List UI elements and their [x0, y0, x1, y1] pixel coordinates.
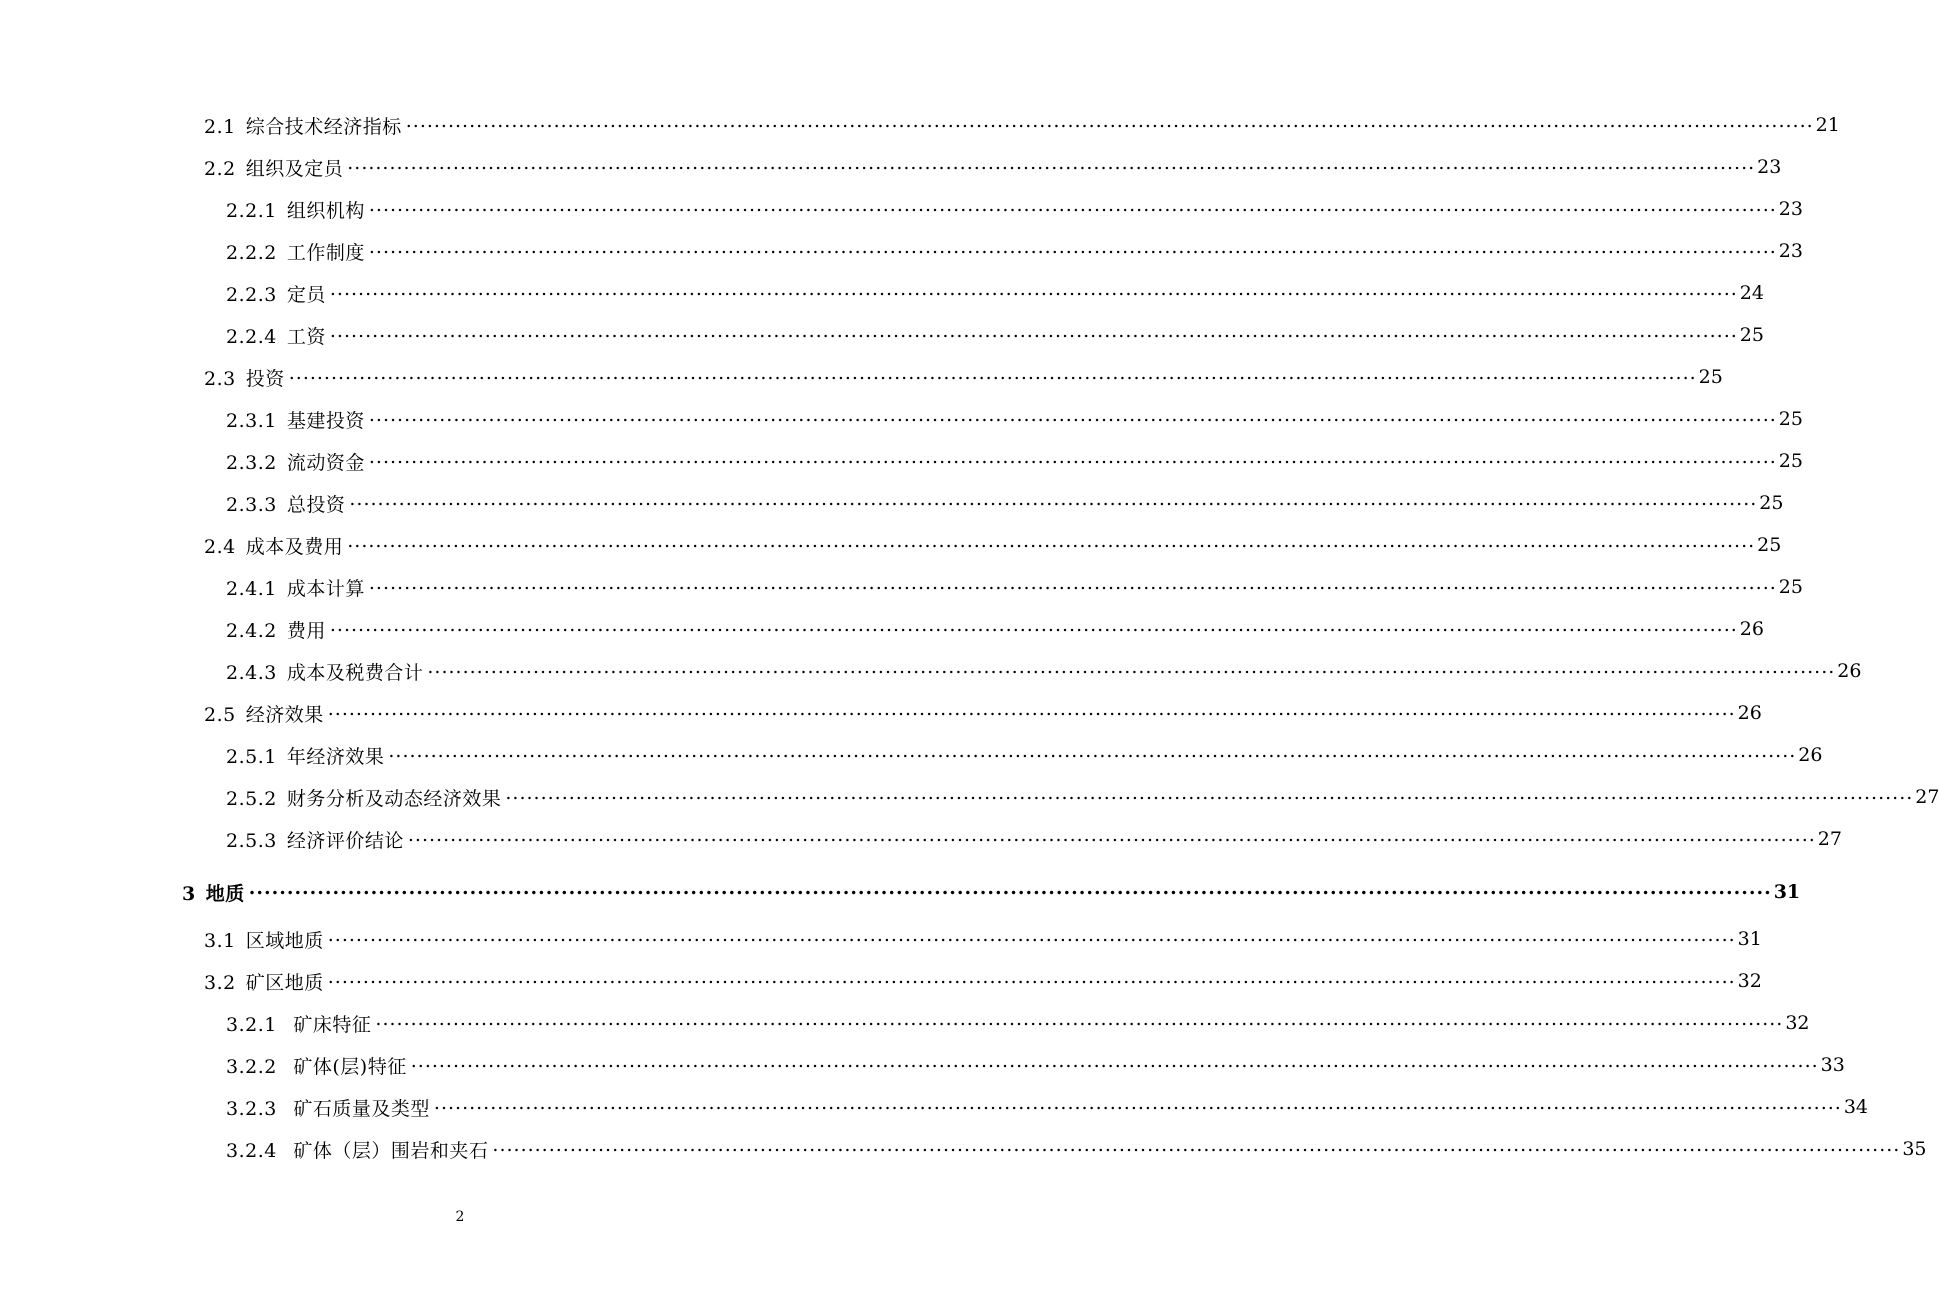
page-number: 2 — [455, 1209, 465, 1225]
toc-leader-dots: ........................................................................................................................................................................................................ — [329, 277, 1738, 300]
toc-entry-number: 3.2.3 — [226, 1097, 277, 1120]
toc-entry-title: 基建投资 — [286, 409, 365, 432]
toc-entry-title: 矿区地质 — [245, 971, 324, 994]
toc-entry-number: 2.4 — [204, 535, 236, 558]
toc-entry-page: 25 — [1757, 534, 1782, 556]
toc-entry-label — [226, 574, 365, 601]
toc-entry-label — [226, 322, 326, 349]
toc-entry-number: 2.3.3 — [226, 493, 277, 516]
toc-leader-dots: ........................................................................................................................................................................................................ — [327, 965, 1736, 988]
toc-entry[interactable] — [0, 188, 1803, 230]
toc-entry-number: 2.2 — [204, 157, 236, 180]
toc-leader-dots: ........................................................................................................................................................................................................ — [405, 109, 1814, 132]
toc-entry-title: 组织机构 — [286, 199, 365, 222]
toc-entry-label — [204, 926, 324, 953]
toc-entry[interactable] — [0, 314, 1764, 356]
toc-entry-title: 矿床特征 — [286, 1013, 372, 1036]
toc-entry-page: 23 — [1778, 198, 1803, 220]
toc-entry-number: 3.2 — [204, 971, 236, 994]
toc-leader-dots: ........................................................................................................................................................................................................ — [368, 403, 1777, 426]
toc-entry-page: 26 — [1837, 660, 1862, 682]
toc-entry-number: 2.3 — [204, 367, 236, 390]
toc-entry[interactable] — [0, 818, 1842, 860]
toc-entry-page: 27 — [1915, 786, 1939, 808]
toc-entry[interactable] — [0, 104, 1840, 146]
toc-entry[interactable] — [0, 566, 1803, 608]
toc-leader-dots: ........................................................................................................................................................................................................ — [407, 823, 1816, 846]
toc-leader-dots: ........................................................................................................................................................................................................ — [327, 923, 1736, 946]
toc-entry[interactable] — [0, 608, 1764, 650]
toc-leader-dots: ........................................................................................................................................................................................................ — [248, 876, 1772, 899]
toc-entry-page: 25 — [1778, 408, 1803, 430]
toc-entry-title: 矿石质量及类型 — [286, 1097, 430, 1120]
toc-leader-dots: ........................................................................................................................................................................................................ — [327, 697, 1736, 720]
toc-entry-page: 27 — [1817, 828, 1842, 850]
toc-entry[interactable] — [0, 1002, 1810, 1044]
toc-entry[interactable] — [0, 692, 1762, 734]
toc-entry-title: 经济效果 — [245, 703, 324, 726]
toc-entry-page: 32 — [1737, 970, 1762, 992]
toc-entry[interactable] — [0, 356, 1723, 398]
toc-entry-page: 35 — [1902, 1138, 1927, 1160]
toc-leader-dots: ........................................................................................................................................................................................................ — [368, 445, 1777, 468]
toc-entry-label — [226, 238, 365, 265]
toc-entry[interactable] — [0, 960, 1762, 1002]
toc-entry-label — [226, 658, 423, 685]
toc-entry-title: 年经济效果 — [286, 745, 385, 768]
toc-entry-number: 2.5.3 — [226, 829, 277, 852]
toc-entry-title: 区域地质 — [245, 929, 324, 952]
toc-leader-dots: ........................................................................................................................................................................................................ — [410, 1049, 1819, 1072]
toc-entry-title: 经济评价结论 — [286, 829, 404, 852]
table-of-contents — [0, 104, 1939, 1170]
toc-entry[interactable] — [0, 734, 1823, 776]
toc-entry-title: 成本及费用 — [245, 535, 344, 558]
toc-entry-number: 2.2.1 — [226, 199, 277, 222]
toc-leader-dots: ........................................................................................................................................................................................................ — [505, 781, 1914, 804]
toc-entry-title: 地质 — [205, 882, 245, 905]
toc-entry-number: 2.5.1 — [226, 745, 277, 768]
toc-entry-label — [226, 490, 345, 517]
toc-entry[interactable] — [0, 482, 1784, 524]
toc-entry-page: 31 — [1737, 928, 1762, 950]
toc-entry-number: 2.5 — [204, 703, 236, 726]
toc-entry-page: 25 — [1739, 324, 1764, 346]
toc-entry-number: 2.1 — [204, 115, 236, 138]
toc-entry-label — [226, 1010, 371, 1037]
toc-entry[interactable] — [0, 524, 1782, 566]
toc-entry[interactable] — [0, 440, 1803, 482]
toc-leader-dots: ........................................................................................................................................................................................................ — [368, 571, 1777, 594]
toc-leader-dots: ........................................................................................................................................................................................................ — [492, 1133, 1901, 1156]
toc-entry-label — [226, 1052, 407, 1079]
toc-entry-title: 工作制度 — [286, 241, 365, 264]
toc-leader-dots: ........................................................................................................................................................................................................ — [375, 1007, 1784, 1030]
toc-entry-page: 23 — [1757, 156, 1782, 178]
toc-leader-dots: ........................................................................................................................................................................................................ — [368, 193, 1777, 216]
toc-entry-number: 2.5.2 — [226, 787, 277, 810]
toc-entry-number: 2.3.1 — [226, 409, 277, 432]
toc-leader-dots: ........................................................................................................................................................................................................ — [368, 235, 1777, 258]
toc-entry-page: 26 — [1737, 702, 1762, 724]
toc-entry-number: 2.3.2 — [226, 451, 277, 474]
toc-entry-label — [226, 448, 365, 475]
toc-entry-label — [226, 280, 326, 307]
toc-entry-label — [204, 700, 324, 727]
toc-entry-number: 3.2.4 — [226, 1139, 277, 1162]
toc-entry-page: 26 — [1739, 618, 1764, 640]
toc-entry[interactable] — [0, 146, 1782, 188]
toc-entry[interactable] — [0, 1044, 1845, 1086]
toc-entry-label — [226, 406, 365, 433]
toc-entry-number: 3.2.1 — [226, 1013, 277, 1036]
toc-leader-dots: ........................................................................................................................................................................................................ — [347, 529, 1756, 552]
toc-leader-dots: ........................................................................................................................................................................................................ — [329, 319, 1738, 342]
toc-entry-title: 费用 — [286, 619, 326, 642]
toc-entry-number: 2.2.4 — [226, 325, 277, 348]
toc-entry-page: 25 — [1778, 450, 1803, 472]
toc-entry-number: 2.2.2 — [226, 241, 277, 264]
toc-entry-label — [226, 1094, 430, 1121]
toc-entry-title: 成本及税费合计 — [286, 661, 424, 684]
toc-entry-title: 矿体（层）围岩和夹石 — [286, 1139, 489, 1162]
toc-entry-page: 21 — [1815, 114, 1840, 136]
toc-entry-label — [226, 784, 501, 811]
toc-entry-label — [226, 826, 404, 853]
toc-entry[interactable] — [0, 776, 1939, 818]
toc-entry-label — [226, 196, 365, 223]
toc-entry-page: 24 — [1739, 282, 1764, 304]
toc-entry-page: 25 — [1759, 492, 1784, 514]
toc-entry-label — [204, 532, 343, 559]
toc-entry[interactable] — [0, 918, 1762, 960]
toc-entry[interactable] — [0, 650, 1862, 692]
toc-entry-page: 25 — [1778, 576, 1803, 598]
toc-leader-dots: ........................................................................................................................................................................................................ — [388, 739, 1797, 762]
toc-entry-title: 工资 — [286, 325, 326, 348]
toc-entry[interactable] — [0, 866, 1801, 918]
toc-entry-title: 组织及定员 — [245, 157, 344, 180]
toc-entry-number: 2.4.3 — [226, 661, 277, 684]
toc-leader-dots: ........................................................................................................................................................................................................ — [347, 151, 1756, 174]
toc-entry-number: 2.4.2 — [226, 619, 277, 642]
toc-entry-label — [204, 112, 402, 139]
toc-entry-page: 32 — [1785, 1012, 1810, 1034]
toc-entry-page: 23 — [1778, 240, 1803, 262]
toc-entry-page: 31 — [1773, 881, 1801, 903]
toc-entry-label — [204, 154, 343, 181]
toc-entry-label — [182, 879, 245, 906]
toc-leader-dots: ........................................................................................................................................................................................................ — [433, 1091, 1842, 1114]
toc-entry[interactable] — [0, 398, 1803, 440]
toc-entry-number: 2.2.3 — [226, 283, 277, 306]
toc-entry-label — [226, 616, 326, 643]
toc-leader-dots: ........................................................................................................................................................................................................ — [288, 361, 1697, 384]
toc-entry-page: 34 — [1843, 1096, 1869, 1118]
toc-entry-title: 成本计算 — [286, 577, 365, 600]
toc-leader-dots: ........................................................................................................................................................................................................ — [349, 487, 1758, 510]
toc-entry-number: 3.2.2 — [226, 1055, 277, 1078]
toc-entry-label — [204, 364, 285, 391]
toc-entry-number: 3.1 — [204, 929, 236, 952]
toc-entry[interactable] — [0, 1128, 1927, 1170]
toc-entry-title: 总投资 — [286, 493, 346, 516]
toc-entry[interactable] — [0, 1086, 1869, 1128]
toc-entry-page: 26 — [1798, 744, 1823, 766]
toc-entry-number: 2.4.1 — [226, 577, 277, 600]
toc-leader-dots: ........................................................................................................................................................................................................ — [329, 613, 1738, 636]
toc-entry[interactable] — [0, 272, 1764, 314]
toc-entry-number: 3 — [182, 882, 196, 905]
toc-entry-title: 矿体(层)特征 — [286, 1055, 407, 1078]
toc-entry-title: 综合技术经济指标 — [245, 115, 402, 138]
toc-entry-page: 25 — [1698, 366, 1723, 388]
toc-entry[interactable] — [0, 230, 1803, 272]
toc-entry-label — [226, 742, 384, 769]
toc-leader-dots: ........................................................................................................................................................................................................ — [427, 655, 1836, 678]
toc-entry-title: 财务分析及动态经济效果 — [286, 787, 502, 810]
toc-entry-label — [204, 968, 324, 995]
toc-entry-title: 流动资金 — [286, 451, 365, 474]
toc-entry-title: 定员 — [286, 283, 326, 306]
toc-entry-label — [226, 1136, 488, 1163]
toc-entry-title: 投资 — [245, 367, 285, 390]
toc-entry-page: 33 — [1820, 1054, 1845, 1076]
